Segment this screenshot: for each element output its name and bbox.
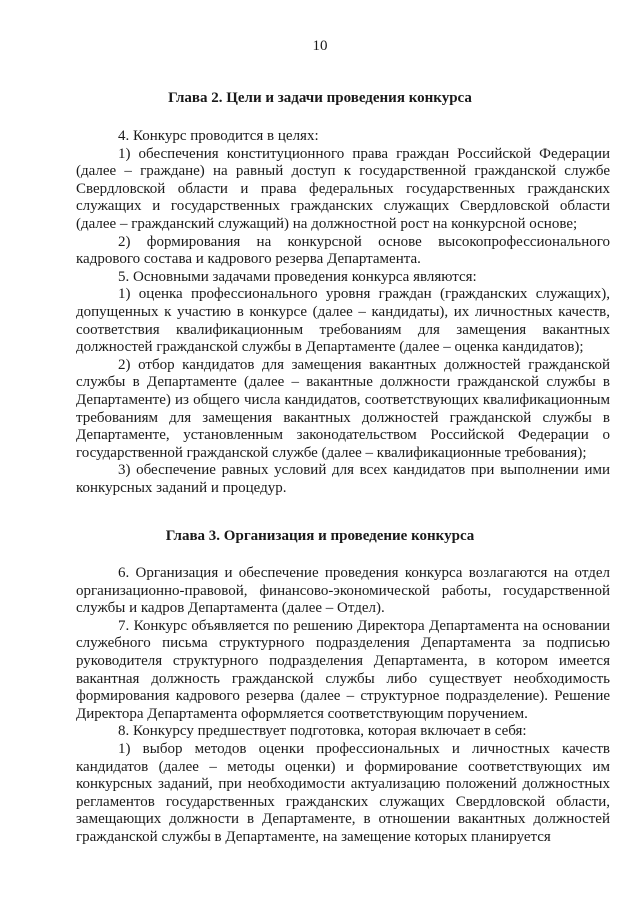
paragraph: 1) обеспечения конституционного права граждан Российской Федерации (далее – граждане) на равный доступ к государственной гражданской службе Свердловской области и права федеральных государственных гражданских служащих и государственных гражданских служащих Свердловской области (далее – гражданский служащий) на должностной рост на конкурсной основе; <box>76 145 610 232</box>
chapter-2-body <box>76 128 610 497</box>
chapter-2-heading: Глава 2. Цели и задачи проведения конкурса <box>168 90 472 106</box>
paragraph: 5. Основными задачами проведения конкурса являются: <box>118 268 477 285</box>
paragraph: 6. Организация и обеспечение проведения конкурса возлагаются на отдел организационно-правовой, финансово-экономической работы, государственной службы и кадров Департамента (далее – Отдел). <box>76 565 610 617</box>
paragraph: 2) отбор кандидатов для замещения вакантных должностей гражданской службы в Департаменте (далее – вакантные должности гражданской службы в Департаменте) из общего числа кандидатов, соответствующих квалификационным требованиям для замещения вакантных должностей гражданской службы в Департаменте, установленным законодательством Российской Федерации о государственной гражданской службе (далее – квалификационные требования); <box>76 356 610 461</box>
paragraph: 1) выбор методов оценки профессиональных и личностных качеств кандидатов (далее – методы оценки) и формирование соответствующих им конкурсных заданий, при необходимости актуализацию положений должностных регламентов государственных гражданских служащих Свердловской области, замещающих должности в Департаменте, в отношении вакантных должностей гражданской службы в Департаменте, на замещение которых планируется <box>76 740 610 845</box>
paragraph: 8. Конкурсу предшествует подготовка, которая включает в себя: <box>118 723 527 740</box>
paragraph: 1) оценка профессионального уровня граждан (гражданских служащих), допущенных к участию в конкурсе (далее – кандидаты), их личностных качеств, соответствия квалификационным требованиям для замещения вакантных должностей гражданской службы в Департаменте (далее – оценка кандидатов); <box>76 286 610 356</box>
paragraph: 4. Конкурс проводится в целях: <box>118 128 319 144</box>
paragraph: 7. Конкурс объявляется по решению Директора Департамента на основании служебного письма структурного подразделения Департамента за подписью руководителя структурного подразделения Департамента, в котором имеется вакантная должность гражданской службы либо существует необходимость формирования кадрового резерва (далее – структурное подразделение). Решение Директора Департамента оформляется соответствующим поручением. <box>76 617 610 722</box>
page-number: 10 <box>312 38 328 54</box>
paragraph: 2) формирования на конкурсной основе высокопрофессионального кадрового состава и кадрового резерва Департамента. <box>76 233 610 268</box>
chapter-3-heading: Глава 3. Организация и проведение конкурса <box>165 528 475 544</box>
paragraph: 3) обеспечение равных условий для всех кандидатов при выполнении ими конкурсных заданий и процедур. <box>76 462 610 496</box>
chapter-3-body <box>76 565 610 847</box>
